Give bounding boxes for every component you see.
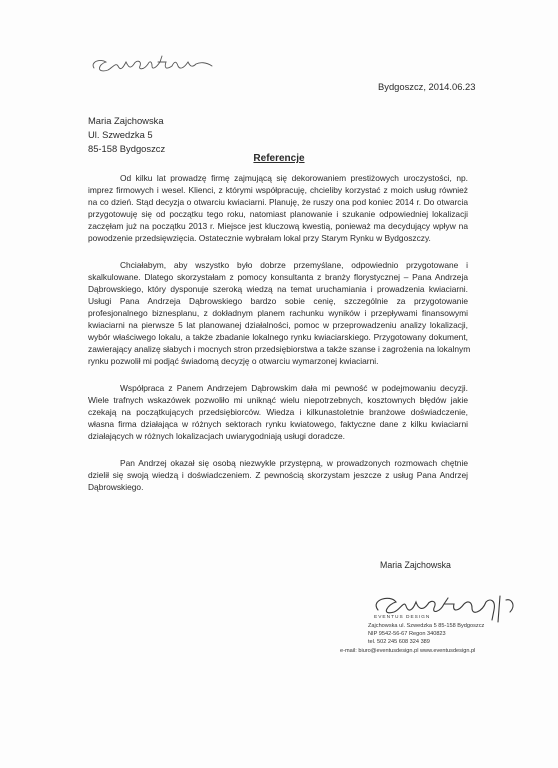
- paragraph-line: Dąbrowskiego, który dysponuje szeroką wiedzą na temat uruchamiania i prowadzenia kwiaciarni.: [88, 284, 468, 294]
- paragraph-line: Dąbrowskiego.: [88, 482, 144, 492]
- company-stamp: [340, 590, 530, 670]
- eventus-logo-script: [88, 44, 228, 84]
- paragraph-line: zaczęłam już na początku 2013 r. Miejsce jest kluczową kwestią, ponieważ ma decydujący wpływ na: [88, 221, 468, 231]
- paragraph-line: na co dzień. Stąd decyzja o otwarciu kwiaciarni. Planuję, że ruszy ona pod koniec 2014 r. Do otwarcia: [88, 197, 468, 207]
- paragraph-line: Wiele trafnych wskazówek pozwoliło mi uniknąć wielu niepotrzebnych, kosztownych błędów jakie: [88, 395, 468, 405]
- stamp-phone: tel. 502 245 608 324 389: [368, 639, 430, 645]
- paragraph-line: Współpraca z Panem Andrzejem Dąbrowskim dała mi pewność w podejmowaniu decyzji.: [120, 383, 468, 393]
- paragraph-line: własna firma działająca w różnych sektorach rynku kwiatowego, faktyczne dane z kilku kwiaciarni: [88, 419, 468, 429]
- paragraph-line: dzielił się swoją wiedzą i doświadczeniem. Z pewnością skorzystam jeszcze z usług Pana Andrzej: [88, 470, 468, 480]
- paragraph: [88, 457, 468, 493]
- recipient-street: Ul. Szwedzka 5: [88, 129, 153, 140]
- paragraph: [88, 172, 468, 244]
- paragraph-line: działających w różnych lokalizacjach uwiarygodniają usługi doradcze.: [88, 431, 345, 441]
- stamp-tax-ids: NIP 9542-56-67 Regon 340823: [368, 631, 446, 637]
- eventus-logo: [88, 44, 228, 84]
- letter-title: Referencje: [253, 153, 305, 164]
- signature-name: Maria Zajchowska: [380, 560, 451, 570]
- letter-body: [88, 172, 471, 508]
- paragraph-line: profesjonalnego biznesplanu, z dokładnym planem rachunku wyników i przepływami finansowymi: [88, 308, 468, 318]
- recipient-city: 85-158 Bydgoszcz: [88, 143, 166, 154]
- stamp-address: Zajchowska ul. Szwedzka 5 85-158 Bydgoszcz: [368, 623, 485, 629]
- paragraph-line: kwiaciarni na pierwsze 5 lat planowanej działalności, pomoc w przeprowadzeniu analizy lokalizacji,: [88, 320, 468, 330]
- recipient-address: [88, 114, 165, 156]
- paragraph-line: skalkulowane. Dlatego skorzystałam z pomocy konsultanta z branży florystycznej – Pana Andrzeja: [88, 272, 468, 282]
- paragraph-line: Od kilku lat prowadzę firmę zajmującą się dekorowaniem prestiżowych uroczystości, np.: [120, 173, 468, 183]
- paragraph-line: rynku pozwolił mi podjąć świadomą decyzję o otwarciu wymarzonej kwiaciarni.: [88, 356, 379, 366]
- paragraph-line: powodzenie przedsięwzięcia. Ostatecznie wybrałam lokal przy Starym Rynku w Bydgoszczy.: [88, 233, 431, 243]
- stamp-brand: EVENTUS DESIGN: [374, 615, 431, 620]
- paragraph-line: przygotowuję się od początku tego roku, natomiast planowanie i szukanie odpowiedniej lokalizacji: [88, 209, 468, 219]
- letter-date: Bydgoszcz, 2014.06.23: [378, 81, 476, 92]
- paragraph-line: zawierający analizę słabych i mocnych stron przedsiębiorstwa a także szanse i zagrożenia na lokalnym: [88, 344, 471, 354]
- paragraph-line: Chciałabym, aby wszystko było dobrze przemyślane, odpowiednio przygotowane i: [120, 260, 468, 270]
- paragraph-line: wybór właściwego lokalu, a także zbadanie lokalnego rynku kwiaciarskiego. Przygotowany dokument,: [88, 332, 468, 342]
- paragraph-line: czekają na początkujących przedsiębiorców. Wiedza i kilkunastoletnie branżowe doświadczenie,: [88, 407, 468, 417]
- paragraph-line: Usługi Pana Andrzeja Dąbrowskiego bardzo sobie cenię, szczególnie za przygotowanie: [88, 296, 468, 306]
- paragraph: [88, 382, 468, 442]
- stamp-contact: e-mail: biuro@eventusdesign.pl www.eventusdesign.pl: [340, 648, 476, 654]
- paragraph: [88, 259, 471, 367]
- paragraph-line: imprez firmowych i wesel. Klienci, z którymi współpracuję, chcieliby korzystać z moich usług również: [88, 185, 468, 195]
- recipient-name: Maria Zajchowska: [88, 115, 164, 126]
- paragraph-line: Pan Andrzej okazał się osobą niezwykle przystępną, w prowadzonych rozmowach chętnie: [120, 458, 468, 468]
